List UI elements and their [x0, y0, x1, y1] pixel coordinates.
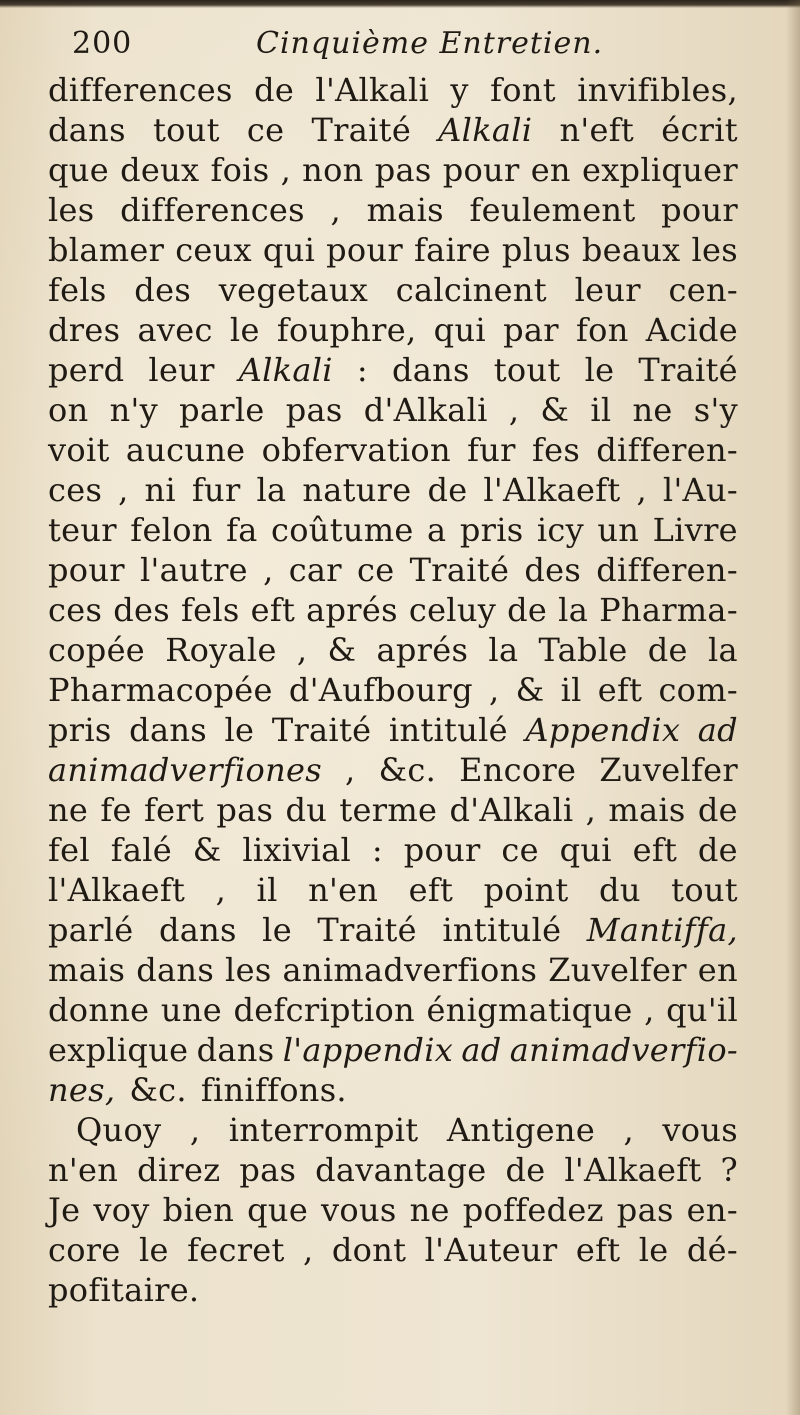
text-word: nes, — [48, 1071, 116, 1109]
text-word: de — [427, 471, 468, 509]
text-line — [48, 190, 738, 230]
text-word: la — [256, 471, 287, 509]
text-line — [48, 270, 738, 310]
text-word: que — [48, 151, 109, 189]
text-word: invifibles, — [577, 71, 738, 109]
text-word: n'en — [48, 1151, 119, 1189]
text-line — [48, 790, 738, 830]
text-line — [48, 990, 738, 1030]
text-word: de — [697, 791, 738, 829]
text-word: & — [515, 671, 545, 709]
text-word: bien — [162, 1191, 235, 1229]
text-word: finiffons. — [200, 1071, 347, 1109]
text-word: Antigene — [446, 1111, 596, 1149]
page-header — [72, 26, 732, 70]
text-word: mais — [48, 951, 126, 989]
text-word: un — [597, 511, 640, 549]
text-word: ad — [697, 711, 738, 749]
text-word: pofitaire. — [48, 1271, 200, 1309]
text-line — [48, 70, 738, 110]
text-word: fois — [210, 151, 270, 189]
text-word: & — [192, 831, 222, 869]
text-word: des — [134, 271, 192, 309]
text-word: &c. — [378, 751, 437, 789]
text-word: de — [647, 631, 688, 669]
text-word: pour — [661, 191, 738, 229]
text-word: par — [503, 311, 559, 349]
text-word: pris — [459, 511, 524, 549]
text-word: eft — [632, 831, 678, 869]
text-word: eft — [597, 671, 643, 709]
text-word: du — [285, 791, 328, 829]
text-word: dres — [48, 311, 121, 349]
text-word: des — [113, 591, 170, 629]
text-word: obfervation — [261, 431, 451, 469]
text-line — [48, 1110, 738, 1150]
text-word: qui — [559, 831, 612, 869]
text-word: intitulé — [388, 711, 508, 749]
text-line — [48, 550, 738, 590]
text-word: dans — [129, 711, 207, 749]
text-word: dans — [158, 911, 237, 949]
text-word: falé — [110, 831, 172, 869]
text-word: defcription — [233, 991, 415, 1029]
text-word: d'Alkali — [363, 391, 488, 429]
text-word: aucune — [125, 431, 246, 469]
text-line — [48, 710, 738, 750]
text-word: vous — [321, 1191, 397, 1229]
text-word: fur — [191, 471, 241, 509]
text-word: Alkali — [238, 351, 333, 389]
text-word: n'en — [308, 871, 379, 909]
text-word: d'Alkali — [449, 791, 574, 829]
text-word: copée — [48, 631, 146, 669]
text-word: l'Alkaeft — [483, 471, 621, 509]
text-word: parle — [179, 391, 265, 429]
text-word: fe — [100, 791, 132, 829]
text-word: com- — [658, 671, 738, 709]
text-line — [48, 1030, 738, 1070]
text-word: : — [356, 351, 368, 389]
text-word: des — [524, 551, 582, 589]
text-word: lixivial — [242, 831, 352, 869]
text-word: calcinent — [395, 271, 547, 309]
text-word: Encore — [459, 751, 577, 789]
text-line — [48, 1070, 738, 1110]
text-word: & — [327, 631, 357, 669]
text-word: pas — [239, 1151, 297, 1189]
text-word: eft — [575, 1231, 621, 1269]
text-word: ce — [246, 111, 285, 149]
text-word: , — [189, 1111, 201, 1149]
text-line — [48, 510, 738, 550]
text-word: fert — [143, 791, 205, 829]
text-word: en — [530, 151, 571, 189]
text-word: pour — [326, 231, 403, 269]
text-word: il — [256, 871, 278, 909]
text-word: Traité — [409, 551, 510, 589]
text-word: , — [296, 631, 308, 669]
text-word: davantage — [315, 1151, 487, 1189]
text-word: plus — [501, 231, 571, 269]
text-word: aprés — [306, 591, 398, 629]
text-word: , — [489, 671, 500, 709]
text-word: le — [224, 711, 255, 749]
text-word: on — [48, 391, 89, 429]
text-word: terme — [339, 791, 438, 829]
text-word: eft — [408, 871, 454, 909]
text-word: dans — [391, 351, 470, 389]
text-line — [48, 590, 738, 630]
running-head: Cinquième Entretien. — [256, 26, 604, 61]
text-word: dont — [331, 1231, 407, 1269]
text-word: , — [215, 871, 227, 909]
text-word: de — [505, 1151, 546, 1189]
text-line — [48, 1190, 738, 1230]
text-word: , — [644, 991, 655, 1029]
text-word: d'Aufbourg — [288, 671, 473, 709]
text-word: explique — [48, 1031, 189, 1069]
text-word: pour — [442, 151, 520, 189]
text-word: interrompit — [228, 1111, 419, 1149]
text-word: que — [247, 1191, 309, 1229]
text-word: écrit — [661, 111, 738, 149]
text-word: Royale — [165, 631, 277, 669]
text-line — [48, 430, 738, 470]
text-word: vous — [662, 1111, 738, 1149]
text-word: ne — [48, 791, 89, 829]
text-word: non — [302, 151, 364, 189]
text-word: il — [560, 671, 582, 709]
text-word: Pharmacopée — [48, 671, 273, 709]
text-word: Zuvelfer — [599, 751, 738, 789]
text-word: vegetaux — [218, 271, 369, 309]
text-word: Zuvelfer — [548, 951, 687, 989]
text-word: celuy — [408, 591, 497, 629]
text-word: differen- — [596, 431, 738, 469]
text-word: fur — [467, 431, 516, 469]
text-word: fa — [226, 511, 258, 549]
text-word: le — [584, 351, 615, 389]
text-word: fels — [48, 271, 107, 309]
text-word: parlé — [48, 911, 134, 949]
text-word: perd — [48, 351, 125, 389]
text-word: qui — [433, 311, 486, 349]
text-word: animadverfions — [282, 951, 538, 989]
text-word: tout — [152, 111, 220, 149]
body-text — [48, 70, 738, 1310]
text-word: fes — [531, 431, 581, 469]
text-word: fecret — [187, 1231, 285, 1269]
text-word: énigmatique — [426, 991, 633, 1029]
text-word: leur — [574, 271, 641, 309]
text-word: fel — [48, 831, 90, 869]
text-word: pas — [374, 151, 432, 189]
text-word: deux — [120, 151, 200, 189]
text-word: intitulé — [442, 911, 562, 949]
text-word: en — [697, 951, 738, 989]
text-word: fon — [576, 311, 629, 349]
text-line — [48, 230, 738, 270]
text-word: : — [371, 831, 383, 869]
text-word: direz — [137, 1151, 221, 1189]
text-word: dé- — [686, 1231, 738, 1269]
text-word: &c. — [129, 1071, 187, 1109]
text-word: qui — [262, 231, 316, 269]
page-number: 200 — [72, 26, 133, 61]
text-word: ad — [461, 1031, 502, 1069]
text-word: Je — [48, 1191, 81, 1229]
text-word: pas — [285, 391, 343, 429]
text-word: le — [638, 1231, 669, 1269]
text-word: , — [508, 391, 520, 429]
text-word: ceux — [175, 231, 252, 269]
text-word: dans — [48, 111, 126, 149]
text-word: Mantiffa, — [586, 911, 738, 949]
text-line — [48, 150, 738, 190]
text-word: , — [118, 471, 129, 509]
text-word: ces — [48, 591, 103, 629]
text-word: font — [490, 71, 556, 109]
text-word: Table — [538, 631, 628, 669]
text-word: de — [507, 591, 548, 629]
text-word: , — [623, 1111, 634, 1149]
text-word: a — [427, 511, 447, 549]
text-word: felon — [130, 511, 213, 549]
text-word: la — [707, 631, 738, 669]
text-word: ces — [48, 471, 103, 509]
text-line — [48, 950, 738, 990]
text-word: Pharma- — [599, 591, 738, 629]
text-line — [48, 910, 738, 950]
text-word: ? — [720, 1151, 738, 1189]
text-word: faire — [414, 231, 491, 269]
text-word: l'Auteur — [424, 1231, 558, 1269]
text-word: differen- — [596, 551, 738, 589]
text-line — [48, 110, 738, 150]
text-word: Traité — [311, 111, 412, 149]
text-word: voy — [93, 1191, 150, 1229]
text-word: blamer — [48, 231, 165, 269]
text-word: Traité — [271, 711, 372, 749]
text-word: s'y — [693, 391, 738, 429]
text-word: y — [450, 71, 469, 109]
text-word: pour — [48, 551, 125, 589]
text-word: Appendix — [525, 711, 681, 749]
text-word: pas — [616, 1191, 674, 1229]
text-line — [48, 1270, 738, 1310]
text-word: le — [229, 311, 260, 349]
text-word: il — [590, 391, 612, 429]
text-word: fels — [180, 591, 240, 629]
text-word: icy — [536, 511, 584, 549]
text-word: , — [585, 791, 597, 829]
text-word: ce — [357, 551, 395, 589]
text-word: point — [483, 871, 569, 909]
text-word: & — [540, 391, 570, 429]
text-word: Traité — [638, 351, 738, 389]
text-line — [48, 350, 738, 390]
text-word: du — [599, 871, 641, 909]
text-word: differences — [120, 191, 305, 229]
text-word: poffedez — [462, 1191, 604, 1229]
top-edge-shadow — [0, 0, 800, 8]
text-word: l'Alkali — [315, 71, 430, 109]
text-word: la — [558, 591, 589, 629]
text-line — [48, 470, 738, 510]
text-word: beaux — [581, 231, 681, 269]
text-word: l'appendix — [282, 1031, 454, 1069]
text-word: animadverfiones — [48, 751, 322, 789]
text-word: les — [691, 231, 738, 269]
text-word: Quoy — [76, 1111, 162, 1149]
text-word: mais — [366, 191, 444, 229]
text-word: ce — [501, 831, 539, 869]
text-word: ne — [632, 391, 673, 429]
text-word: coûtume — [271, 511, 414, 549]
text-word: ne — [409, 1191, 450, 1229]
text-word: le — [262, 911, 292, 949]
text-word: leur — [148, 351, 215, 389]
text-word: , — [303, 1231, 314, 1269]
text-word: l'Au- — [662, 471, 738, 509]
text-word: avec — [137, 311, 213, 349]
text-word: nature — [302, 471, 412, 509]
text-line — [48, 750, 738, 790]
text-word: n'y — [109, 391, 158, 429]
text-line — [48, 310, 738, 350]
text-word: , — [280, 151, 292, 189]
text-word: dans — [196, 1031, 275, 1069]
text-line — [48, 630, 738, 670]
text-word: differences — [48, 71, 233, 109]
page-edge-shadow — [786, 0, 800, 1415]
text-word: n'eft — [559, 111, 635, 149]
text-word: le — [138, 1231, 169, 1269]
text-word: qu'il — [666, 991, 738, 1029]
text-word: tout — [493, 351, 561, 389]
text-word: de — [697, 831, 738, 869]
text-word: Traité — [317, 911, 417, 949]
text-word: tout — [671, 871, 738, 909]
text-word: , — [636, 471, 647, 509]
text-word: teur — [48, 511, 117, 549]
text-word: de — [254, 71, 295, 109]
text-word: Alkali — [438, 111, 533, 149]
text-line — [48, 390, 738, 430]
text-word: voit — [48, 431, 110, 469]
text-word: pris — [48, 711, 112, 749]
text-word: , — [345, 751, 356, 789]
text-word: expliquer — [581, 151, 738, 189]
text-word: mais — [608, 791, 686, 829]
text-word: en- — [686, 1191, 738, 1229]
text-word: , — [330, 191, 341, 229]
text-word: l'Alkaeft — [48, 871, 186, 909]
text-line — [48, 830, 738, 870]
text-word: l'Alkaeft — [564, 1151, 702, 1189]
text-word: core — [48, 1231, 121, 1269]
text-line — [48, 670, 738, 710]
text-word: donne — [48, 991, 150, 1029]
text-word: pas — [216, 791, 274, 829]
text-word: ni — [144, 471, 176, 509]
text-word: l'autre — [140, 551, 248, 589]
text-word: feulement — [469, 191, 636, 229]
text-word: dans — [136, 951, 215, 989]
text-word: animadverfio- — [509, 1031, 738, 1069]
text-word: une — [160, 991, 222, 1029]
text-line — [48, 1150, 738, 1190]
text-word: eft — [250, 591, 296, 629]
text-word: car — [288, 551, 342, 589]
text-word: fouphre, — [276, 311, 417, 349]
text-word: cen- — [668, 271, 738, 309]
text-word: pour — [403, 831, 481, 869]
text-word: les — [225, 951, 272, 989]
text-word: les — [48, 191, 95, 229]
text-word: Livre — [652, 511, 738, 549]
text-line — [48, 1230, 738, 1270]
text-line — [48, 870, 738, 910]
text-word: Acide — [645, 311, 738, 349]
text-word: aprés — [376, 631, 469, 669]
text-word: la — [488, 631, 519, 669]
text-word: , — [263, 551, 274, 589]
